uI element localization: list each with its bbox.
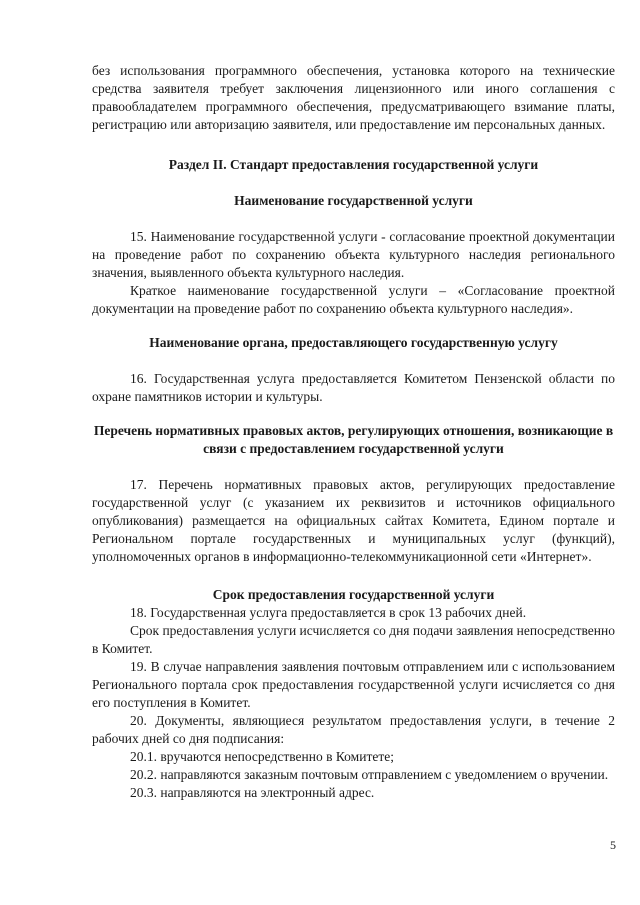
section-title: Раздел II. Стандарт предоставления государственной услуги <box>168 157 539 172</box>
paragraph-18-term: Срок предоставления услуги исчисляется со дня подачи заявления непосредственно в Комитет. <box>92 623 615 656</box>
paragraph-20-1: 20.1. вручаются непосредственно в Комитете; <box>130 749 394 764</box>
heading-term: Срок предоставления государственной услуги <box>212 587 495 602</box>
paragraph-20-3: 20.3. направляются на электронный адрес. <box>130 785 375 800</box>
paragraph-15: 15. Наименование государственной услуги - согласование проектной документации на проведение работ по сохранению объекта культурного наследия регионального значения, выявленного объекта культурного наследия. <box>92 229 615 280</box>
paragraph-18: 18. Государственная услуга предоставляется в срок 13 рабочих дней. <box>130 605 527 620</box>
paragraph-15-short-name: Краткое наименование государственной услуги – «Согласование проектной документации на проведение работ по сохранению объекта культурного наследия». <box>92 283 615 316</box>
document-page <box>92 58 615 802</box>
paragraph-16: 16. Государственная услуга предоставляется Комитетом Пензенской области по охране памятников истории и культуры. <box>92 371 615 404</box>
heading-service-name: Наименование государственной услуги <box>234 193 473 208</box>
paragraph-20-2: 20.2. направляются заказным почтовым отправлением с уведомлением о вручении. <box>130 767 609 782</box>
paragraph-19: 19. В случае направления заявления почтовым отправлением или с использованием Регионального портала срок предоставления государственной услуги исчисляется со дня его поступления в Комитет. <box>92 659 615 710</box>
page-number: 5 <box>610 838 616 852</box>
paragraph-continuation: без использования программного обеспечения, установка которого на технические средства заявителя требует заключения лицензионного или иного соглашения с правообладателем программного обеспечения, предусматривающего взимание платы, регистрацию или авторизацию заявителя, или предоставление им персональных данных. <box>92 63 615 132</box>
heading-legal-acts: Перечень нормативных правовых актов, регулирующих отношения, возникающие в связи с предоставлением государственной услуги <box>93 423 614 456</box>
paragraph-17: 17. Перечень нормативных правовых актов, регулирующих предоставление государственной услуг (с указанием их реквизитов и источников официального опубликования) размещается на официальных сайтах Комитета, Едином портале и Региональном портале государственных и муниципальных услуг (функций), уполномоченных органов в информационно-телекоммуникационной сети «Интернет». <box>92 477 615 564</box>
heading-organ: Наименование органа, предоставляющего государственную услугу <box>149 335 558 350</box>
paragraph-20: 20. Документы, являющиеся результатом предоставления услуги, в течение 2 рабочих дней со дня подписания: <box>92 713 615 746</box>
